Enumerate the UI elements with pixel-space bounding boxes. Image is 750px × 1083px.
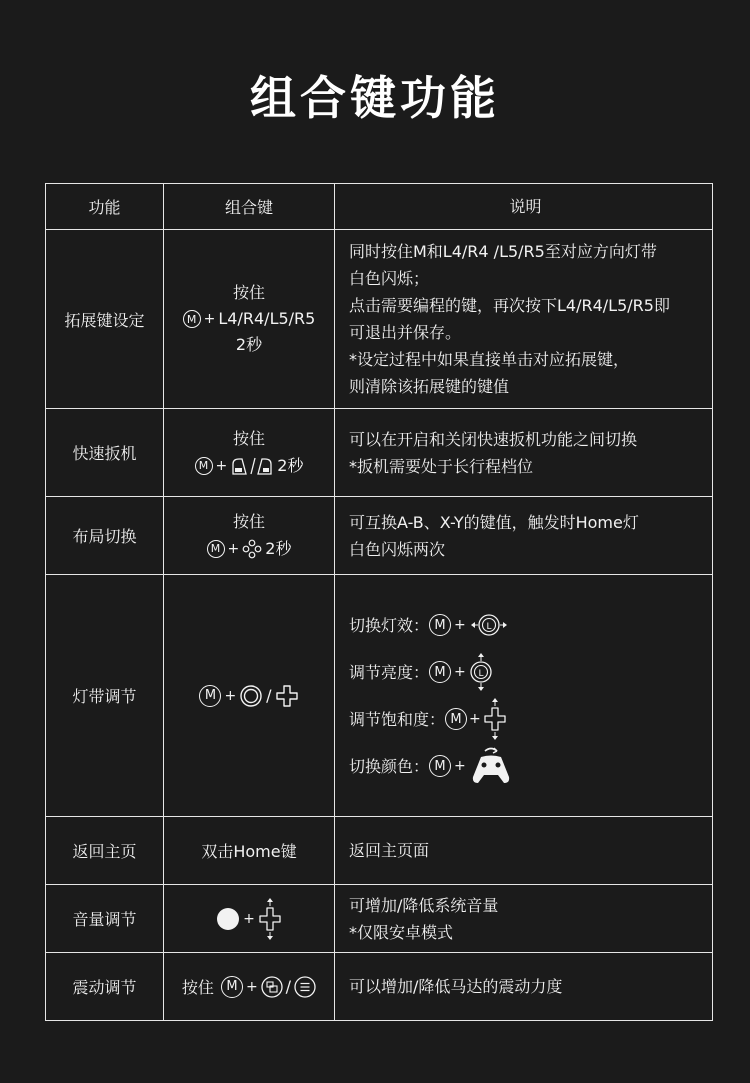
row-combo xyxy=(164,885,335,953)
combo-keys xyxy=(216,897,282,941)
desc-line: 白色闪烁两次 xyxy=(349,539,446,559)
l-stick-left-right-icon xyxy=(469,613,509,637)
row-function: 音量调节 xyxy=(46,885,164,953)
row-combo xyxy=(164,409,335,497)
color-row xyxy=(349,743,702,790)
desc-line: *仅限安卓模式 xyxy=(349,922,454,942)
plus-sign: + xyxy=(203,311,216,327)
plus-sign: + xyxy=(454,663,466,680)
dpad-up-down-icon xyxy=(258,897,282,941)
dpad-icon xyxy=(275,684,299,708)
table-row xyxy=(46,409,713,497)
row-function: 震动调节 xyxy=(46,953,164,1021)
slash: / xyxy=(266,686,272,705)
table-row xyxy=(46,885,713,953)
combo-keys xyxy=(195,452,304,480)
plus-sign: + xyxy=(243,910,255,927)
row-description xyxy=(335,497,713,575)
desc-label: 切换灯效： xyxy=(349,615,430,635)
row-combo xyxy=(164,953,335,1021)
header-function: 功能 xyxy=(46,184,164,230)
row-combo xyxy=(164,575,335,817)
plus-sign: + xyxy=(227,540,240,557)
desc-line: 可退出并保存。 xyxy=(349,323,462,342)
combo-hold-label: 按住 xyxy=(232,511,265,531)
view-button-icon xyxy=(261,976,283,998)
m-button-icon: M xyxy=(207,540,225,558)
desc-line: 可以增加/降低马达的震动力度 xyxy=(349,977,563,996)
plus-sign: + xyxy=(469,710,481,727)
row-description xyxy=(335,885,713,953)
combo-hold-label: 按住 xyxy=(181,978,214,997)
combo-keys xyxy=(207,535,292,563)
row-function: 快速扳机 xyxy=(46,409,164,497)
combo-duration: 2秒 xyxy=(265,538,292,558)
table-row xyxy=(46,817,713,885)
header-combo: 组合键 xyxy=(164,184,335,230)
row-function: 返回主页 xyxy=(46,817,164,885)
row-function: 灯带调节 xyxy=(46,575,164,817)
home-button-icon xyxy=(216,907,240,931)
svg-text:L: L xyxy=(478,669,484,679)
row-description xyxy=(335,409,713,497)
plus-sign: + xyxy=(454,757,466,774)
light-effect-row xyxy=(349,602,702,649)
header-description: 说明 xyxy=(335,184,713,230)
plus-sign: + xyxy=(245,978,258,995)
svg-text:L: L xyxy=(486,622,492,632)
row-description xyxy=(335,953,713,1021)
desc-line: 同时按住M和L4/R4 /L5/R5至对应方向灯带 xyxy=(349,242,657,261)
desc-line: *设定过程中如果直接单击对应拓展键， xyxy=(349,350,630,369)
combo-duration: 2秒 xyxy=(277,455,304,475)
table-row xyxy=(46,575,713,817)
combo-duration: 2秒 xyxy=(235,335,263,354)
plus-sign: + xyxy=(215,457,228,474)
m-button-icon: M xyxy=(429,614,451,636)
desc-line: 则清除该拓展键的键值 xyxy=(349,377,510,396)
dpad-up-down-icon xyxy=(483,697,507,741)
m-button-icon: M xyxy=(429,661,451,683)
plus-sign: + xyxy=(224,687,237,704)
abxy-icon xyxy=(242,539,262,559)
desc-label: 切换颜色： xyxy=(349,756,430,776)
trigger-icon xyxy=(230,456,274,476)
plus-sign: + xyxy=(454,616,466,633)
combo-keys xyxy=(199,684,298,708)
row-description xyxy=(335,817,713,885)
saturation-row xyxy=(349,696,702,743)
row-combo xyxy=(164,230,335,409)
table-header-row xyxy=(46,184,713,230)
controller-rotate-icon xyxy=(469,745,513,787)
stick-icon xyxy=(239,684,263,708)
slash: / xyxy=(285,977,292,996)
row-function: 布局切换 xyxy=(46,497,164,575)
row-description xyxy=(335,230,713,409)
row-combo xyxy=(164,497,335,575)
m-button-icon: M xyxy=(221,976,243,998)
combo-keys-text: L4/R4/L5/R5 xyxy=(218,309,316,328)
combo-table xyxy=(45,183,713,1021)
m-button-icon: M xyxy=(195,457,213,475)
combo-keys xyxy=(182,975,316,998)
desc-line: 可增加/降低系统音量 xyxy=(349,895,499,915)
desc-line: *扳机需要处于长行程档位 xyxy=(349,456,534,476)
desc-label: 调节饱和度： xyxy=(349,709,446,729)
table-row xyxy=(46,953,713,1021)
brightness-row xyxy=(349,649,702,696)
desc-line: 白色闪烁； xyxy=(349,269,430,288)
desc-line: 返回主页面 xyxy=(349,841,430,860)
desc-line: 点击需要编程的键，再次按下L4/R4/L5/R5即 xyxy=(349,296,670,315)
table-row xyxy=(46,230,713,409)
m-button-icon: M xyxy=(183,310,201,328)
desc-line: 可互换A-B、X-Y的键值，触发时Home灯 xyxy=(349,512,639,532)
desc-line: 可以在开启和关闭快速扳机功能之间切换 xyxy=(349,429,638,449)
combo-keys xyxy=(183,306,316,332)
m-button-icon: M xyxy=(199,685,221,707)
page-title: 组合键功能 xyxy=(250,71,500,125)
menu-button-icon xyxy=(294,976,316,998)
combo-hold-label: 按住 xyxy=(232,428,265,448)
m-button-icon: M xyxy=(445,708,467,730)
table-row xyxy=(46,497,713,575)
desc-label: 调节亮度： xyxy=(349,662,430,682)
row-combo: 双击Home键 xyxy=(164,817,335,885)
combo-hold-label: 按住 xyxy=(232,283,265,302)
m-button-icon: M xyxy=(429,755,451,777)
l-stick-up-down-icon xyxy=(469,652,493,692)
row-function: 拓展键设定 xyxy=(46,230,164,409)
row-description xyxy=(335,575,713,817)
